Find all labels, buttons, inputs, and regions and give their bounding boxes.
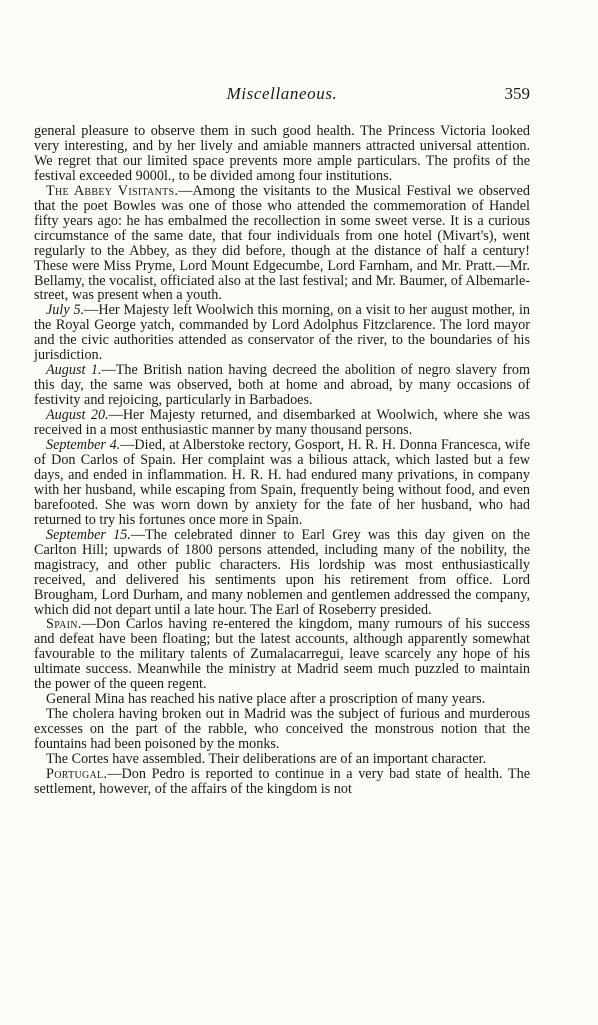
paragraph-text: The cholera having broken out in Madrid was the subject of furious and murderous excesses on the part of the rabble, who conceived the monstrous notion that the fountains had been poisoned by the monks. — [34, 706, 530, 753]
paragraph-july-5 — [34, 303, 530, 363]
paragraph-cholera — [34, 707, 530, 752]
page-header — [34, 84, 530, 106]
paragraph-text: —Her Majesty left Woolwich this morning, on a visit to her august mother, in the Royal George yatch, commanded by Lord Adolphus Fitzclarence. The lord mayor and the civic authorities attended as conservator of the river, to the boundaries of his jurisdiction. — [34, 302, 530, 364]
entry-date: August 1. — [46, 362, 102, 379]
paragraph-text: General Mina has reached his native place after a proscription of many years. — [46, 691, 486, 708]
page-body — [34, 124, 530, 797]
paragraph-spain — [34, 617, 530, 692]
entry-date: August 20. — [46, 407, 109, 424]
paragraph-text: general pleasure to observe them in such good health. The Princess Victoria looked very interesting, and by her lively and amiable manners attracted universal attention. We regret that our limited space prevents more ample particulars. The profits of the festival exceeded 9000l., to be divided among four institutions. — [34, 123, 530, 184]
paragraph-text: —The celebrated dinner to Earl Grey was this day given on the Carlton Hill; upwards of 1800 persons attended, including many of the nobility, the magistracy, and other public characters. His lordship was most enthusiastically received, and delivered his sentiments upon his retirement from office. Lord Brougham, Lord Durham, and many noblemen and gentlemen addressed the company, which did not depart until a late hour. The Earl of Roseberry presided. — [34, 526, 530, 618]
running-title: Miscellaneous. — [226, 84, 338, 103]
paragraph-text: The Cortes have assembled. Their deliberations are of an important character. — [46, 751, 487, 768]
paragraph-abbey-visitants — [34, 184, 530, 304]
paragraph-text: —Died, at Alberstoke rectory, Gosport, H. R. H. Donna Francesca, wife of Don Carlos of Spain. Her complaint was a bilious attack, which lasted but a few days, and ended in inflammation. H. R. H. had endured many privations, in company with her husband, while escaping from Spain, frequently being without food, and even barefooted. She was worn down by anxiety for the fate of her husband, who had returned to try his fortunes once more in Spain. — [34, 437, 531, 528]
section-heading: Spain. — [46, 616, 82, 633]
paragraph-september-15 — [34, 528, 530, 618]
entry-date: July 5. — [46, 302, 85, 319]
paragraph-cortes — [34, 752, 530, 767]
paragraph-august-20 — [34, 408, 530, 438]
paragraph-text: —The British nation having decreed the abolition of negro slavery from this day, the same was observed, both at home and abroad, by many occasions of festivity and rejoicing, particularly in Barbadoes. — [34, 362, 530, 409]
paragraph-text: —Don Pedro is reported to continue in a very bad state of health. The settlement, however, of the affairs of the kingdom is not — [34, 765, 530, 797]
section-heading: The Abbey Visitants. — [46, 182, 179, 199]
paragraph-festival-close — [34, 124, 530, 184]
paragraph-general-mina — [34, 692, 530, 707]
paragraph-text: —Her Majesty returned, and disembarked at Woolwich, where she was received in a most enthusiastic manner by many thousand persons. — [34, 407, 530, 439]
entry-date: September 4. — [46, 437, 121, 454]
paragraph-text: —Among the visitants to the Musical Festival we observed that the poet Bowles was one of those who attended the commemoration of Handel fifty years ago: he has embalmed the recollection in some sweet verse. It is a curious circumstance of the same date, that four individuals from one hotel (Mivart's), went regularly to the Abbey, as they did before, though at the distance of half a century! These were Miss Pryme, Lord Mount Edgecumbe, Lord Farnham, and Mr. Pratt.—Mr. Bellamy, the vocalist, officiated also at the last festival; and Mr. Baumer, of Albemarle-street, was present when a youth. — [34, 182, 530, 304]
paragraph-portugal — [34, 767, 530, 797]
paragraph-text: —Don Carlos having re-entered the kingdom, many rumours of his success and defeat have been floating; but the latest accounts, although apparently somewhat favourable to the military talents of Zumalacarregui, leave scarcely any hope of his ultimate success. Meanwhile the ministry at Madrid seem much puzzled to maintain the power of the queen regent. — [34, 616, 530, 693]
entry-date: September 15. — [46, 526, 131, 543]
page-number: 359 — [504, 84, 530, 103]
paragraph-august-1 — [34, 363, 530, 408]
paragraph-september-4 — [34, 438, 530, 528]
section-heading: Portugal. — [46, 765, 108, 782]
